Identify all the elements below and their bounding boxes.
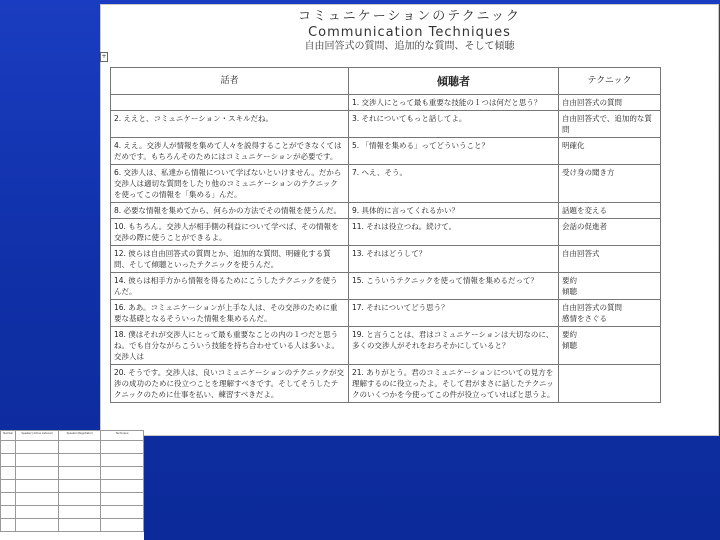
technique-cell-text: 自由回答式で、追加的な質問: [562, 114, 652, 134]
listener-cell-text: 17. それについてどう思う？: [352, 303, 449, 312]
thumbnail-cell: [58, 519, 101, 532]
speaker-cell: [111, 95, 349, 111]
thumbnail-header-cell: Speaker (Negotiator): [58, 431, 101, 441]
speaker-cell: [111, 327, 349, 365]
thumbnail-cell: [101, 519, 144, 532]
technique-cell-text: 明確化: [562, 141, 585, 150]
listener-cell-text: 9. 具体的に言ってくれるかい？: [352, 206, 460, 215]
table-row: [111, 203, 661, 219]
thumbnail-row: [1, 493, 144, 506]
speaker-cell-text: 16. ああ。コミュニケーションが上手な人は、その交渉のために重要な基礎となるそういった情報を集めるんだ。: [114, 303, 338, 323]
thumbnail-cell: [16, 454, 59, 467]
technique-cell-text: 自由回答式: [562, 249, 600, 258]
listener-cell-text: 3. それについてもっと話してよ。: [352, 114, 467, 123]
technique-cell: [559, 165, 661, 203]
listener-cell-text: 13. それはどうして？: [352, 249, 427, 258]
thumbnail-cell: [58, 493, 101, 506]
thumbnail-cell: [58, 467, 101, 480]
table-row: [111, 273, 661, 300]
listener-cell: [349, 327, 559, 365]
document-page: [100, 4, 719, 436]
thumbnail-cell: [101, 493, 144, 506]
thumbnail-cell: [1, 480, 16, 493]
thumbnail-cell: [101, 506, 144, 519]
thumbnail-cell: [58, 506, 101, 519]
thumbnail-header-cell: Technique: [101, 431, 144, 441]
thumbnail-cell: [16, 480, 59, 493]
dialogue-table: [110, 67, 661, 403]
thumbnail-table: [0, 430, 144, 532]
technique-cell-text: 話題を変える: [562, 206, 607, 215]
listener-cell: [349, 111, 559, 138]
speaker-cell-text: 10. もちろん。交渉人が相手側の利益について学べば、その情報を交渉の際に使うことができるよ。: [114, 222, 339, 242]
thumbnail-cell: [16, 519, 59, 532]
table-row: [111, 365, 661, 403]
title-japanese: コミュニケーションのテクニック: [298, 9, 521, 24]
technique-cell-text: 会話の促進者: [562, 222, 607, 231]
technique-cell: [559, 111, 661, 138]
thumbnail-document: [0, 430, 144, 540]
technique-cell-text: 傾聴: [562, 287, 577, 296]
table-row: [111, 111, 661, 138]
thumbnail-cell: [1, 441, 16, 454]
thumbnail-cell: [58, 454, 101, 467]
thumbnail-cell: [101, 480, 144, 493]
table-row: [111, 327, 661, 365]
listener-cell: [349, 300, 559, 327]
listener-cell-text: 11. それは役立つね。続けて。: [352, 222, 457, 231]
speaker-cell: [111, 111, 349, 138]
listener-cell-text: 1. 交渉人にとって最も重要な技能の１つは何だと思う？: [352, 98, 542, 107]
speaker-cell: [111, 165, 349, 203]
subtitle: 自由回答式の質問、追加的な質問、そして傾聴: [304, 41, 515, 52]
speaker-cell: [111, 273, 349, 300]
technique-cell: [559, 246, 661, 273]
table-header-row: [111, 68, 661, 95]
thumbnail-cell: [1, 519, 16, 532]
speaker-cell-text: 2. ええと、コミュニケーション・スキルだね。: [114, 114, 274, 123]
listener-cell: [349, 246, 559, 273]
listener-cell-text: 7. へえ、そう。: [352, 168, 407, 177]
table-row: [111, 300, 661, 327]
speaker-cell-text: 18. 僕はそれが交渉人にとって最も重要なことの内の１つだと思うね。でも自分ながらこういう技能を持ち合わせている人は多いよ。交渉人は: [114, 330, 339, 361]
thumbnail-cell: [16, 506, 59, 519]
table-row: [111, 219, 661, 246]
speaker-cell: [111, 246, 349, 273]
listener-cell: [349, 273, 559, 300]
header-technique: テクニック: [559, 68, 661, 95]
technique-cell-text: 要約: [562, 330, 577, 339]
speaker-cell-text: 14. 彼らは相手方から情報を得るためにこうしたテクニックを使うんだ。: [114, 276, 338, 296]
technique-cell: [559, 138, 661, 165]
listener-cell: [349, 203, 559, 219]
thumbnail-header-cell: Speaker (Active Listener): [16, 431, 59, 441]
thumbnail-cell: [1, 506, 16, 519]
thumbnail-row: [1, 454, 144, 467]
thumbnail-cell: [1, 493, 16, 506]
speaker-cell-text: 6. 交渉人は、私達から情報について学ばないといけません。だから交渉人は適切な質問をしたり他のコミュニケーションのテクニックを使ってこの情報を「集める」んだ。: [114, 168, 342, 199]
technique-cell: [559, 219, 661, 246]
thumbnail-row: [1, 441, 144, 454]
thumbnail-cell: [58, 441, 101, 454]
listener-cell: [349, 219, 559, 246]
thumbnail-header-row: [1, 431, 144, 441]
thumbnail-row: [1, 519, 144, 532]
technique-cell: [559, 95, 661, 111]
technique-cell-text: 要約: [562, 276, 577, 285]
thumbnail-cell: [58, 480, 101, 493]
thumbnail-row: [1, 480, 144, 493]
speaker-cell: [111, 203, 349, 219]
technique-cell-text: 自由回答式の質問: [562, 303, 622, 312]
thumbnail-cell: [1, 454, 16, 467]
technique-cell: [559, 203, 661, 219]
thumbnail-cell: [16, 441, 59, 454]
header-listener: 傾聴者: [349, 68, 559, 95]
thumbnail-cell: [101, 441, 144, 454]
thumbnail-cell: [16, 467, 59, 480]
listener-cell: [349, 95, 559, 111]
thumbnail-cell: [101, 454, 144, 467]
speaker-cell: [111, 219, 349, 246]
thumbnail-row: [1, 467, 144, 480]
listener-cell-text: 19. と言うことは、君はコミュニケーションは大切なのに、多くの交渉人がそれをおろそかにしていると？: [352, 330, 554, 350]
table-row: [111, 95, 661, 111]
thumbnail-cell: [16, 493, 59, 506]
header-speaker: 話者: [111, 68, 349, 95]
technique-cell-text: 傾聴: [562, 341, 577, 350]
title-english: Communication Techniques: [308, 25, 511, 40]
table-row: [111, 138, 661, 165]
speaker-cell-text: 8. 必要な情報を集めてから、何らかの方法でその情報を使うんだ。: [114, 206, 342, 215]
technique-cell: [559, 365, 661, 403]
technique-cell-text: 自由回答式の質問: [562, 98, 622, 107]
listener-cell-text: 21. ありがとう。君のコミュニケーションについての見方を理解するのに役立ったよ。そして君がまさに話したテクニックのいくつかを今使ってこの件が役立っていればと思うよ。: [352, 368, 555, 399]
speaker-cell-text: 4. ええ。交渉人が情報を集めて人々を説得することができなくてはだめです。もちろんそのためにはコミュニケーションが必要です。: [114, 141, 342, 161]
speaker-cell: [111, 300, 349, 327]
speaker-cell-text: 12. 彼らは自由回答式の質問とか、追加的な質問、明確化する質問、そして傾聴といったテクニックを使うんだ。: [114, 249, 331, 269]
listener-cell: [349, 365, 559, 403]
speaker-cell: [111, 365, 349, 403]
thumbnail-cell: [1, 467, 16, 480]
technique-cell-text: 感情をさぐる: [562, 314, 607, 323]
speaker-cell-text: 20. そうです。交渉人は、良いコミュニケーションのテクニックが交渉の成功のために役立つことを理解すべきです。そしてそうしたテクニックのために仕事を払い、練習すべきだよ。: [114, 368, 345, 399]
technique-cell: [559, 273, 661, 300]
listener-cell-text: 15. こういうテクニックを使って情報を集めるだって？: [352, 276, 539, 285]
technique-cell: [559, 300, 661, 327]
technique-cell: [559, 327, 661, 365]
thumbnail-header-cell: Number: [1, 431, 16, 441]
table-anchor-icon[interactable]: +: [101, 53, 107, 60]
technique-cell-text: 受け身の聞き方: [562, 168, 615, 177]
thumbnail-cell: [101, 467, 144, 480]
table-row: [111, 165, 661, 203]
listener-cell: [349, 165, 559, 203]
table-row: [111, 246, 661, 273]
speaker-cell: [111, 138, 349, 165]
thumbnail-row: [1, 506, 144, 519]
listener-cell-text: 5. 「情報を集める」ってどういうこと？: [352, 141, 490, 150]
listener-cell: [349, 138, 559, 165]
document-header: [101, 5, 718, 53]
